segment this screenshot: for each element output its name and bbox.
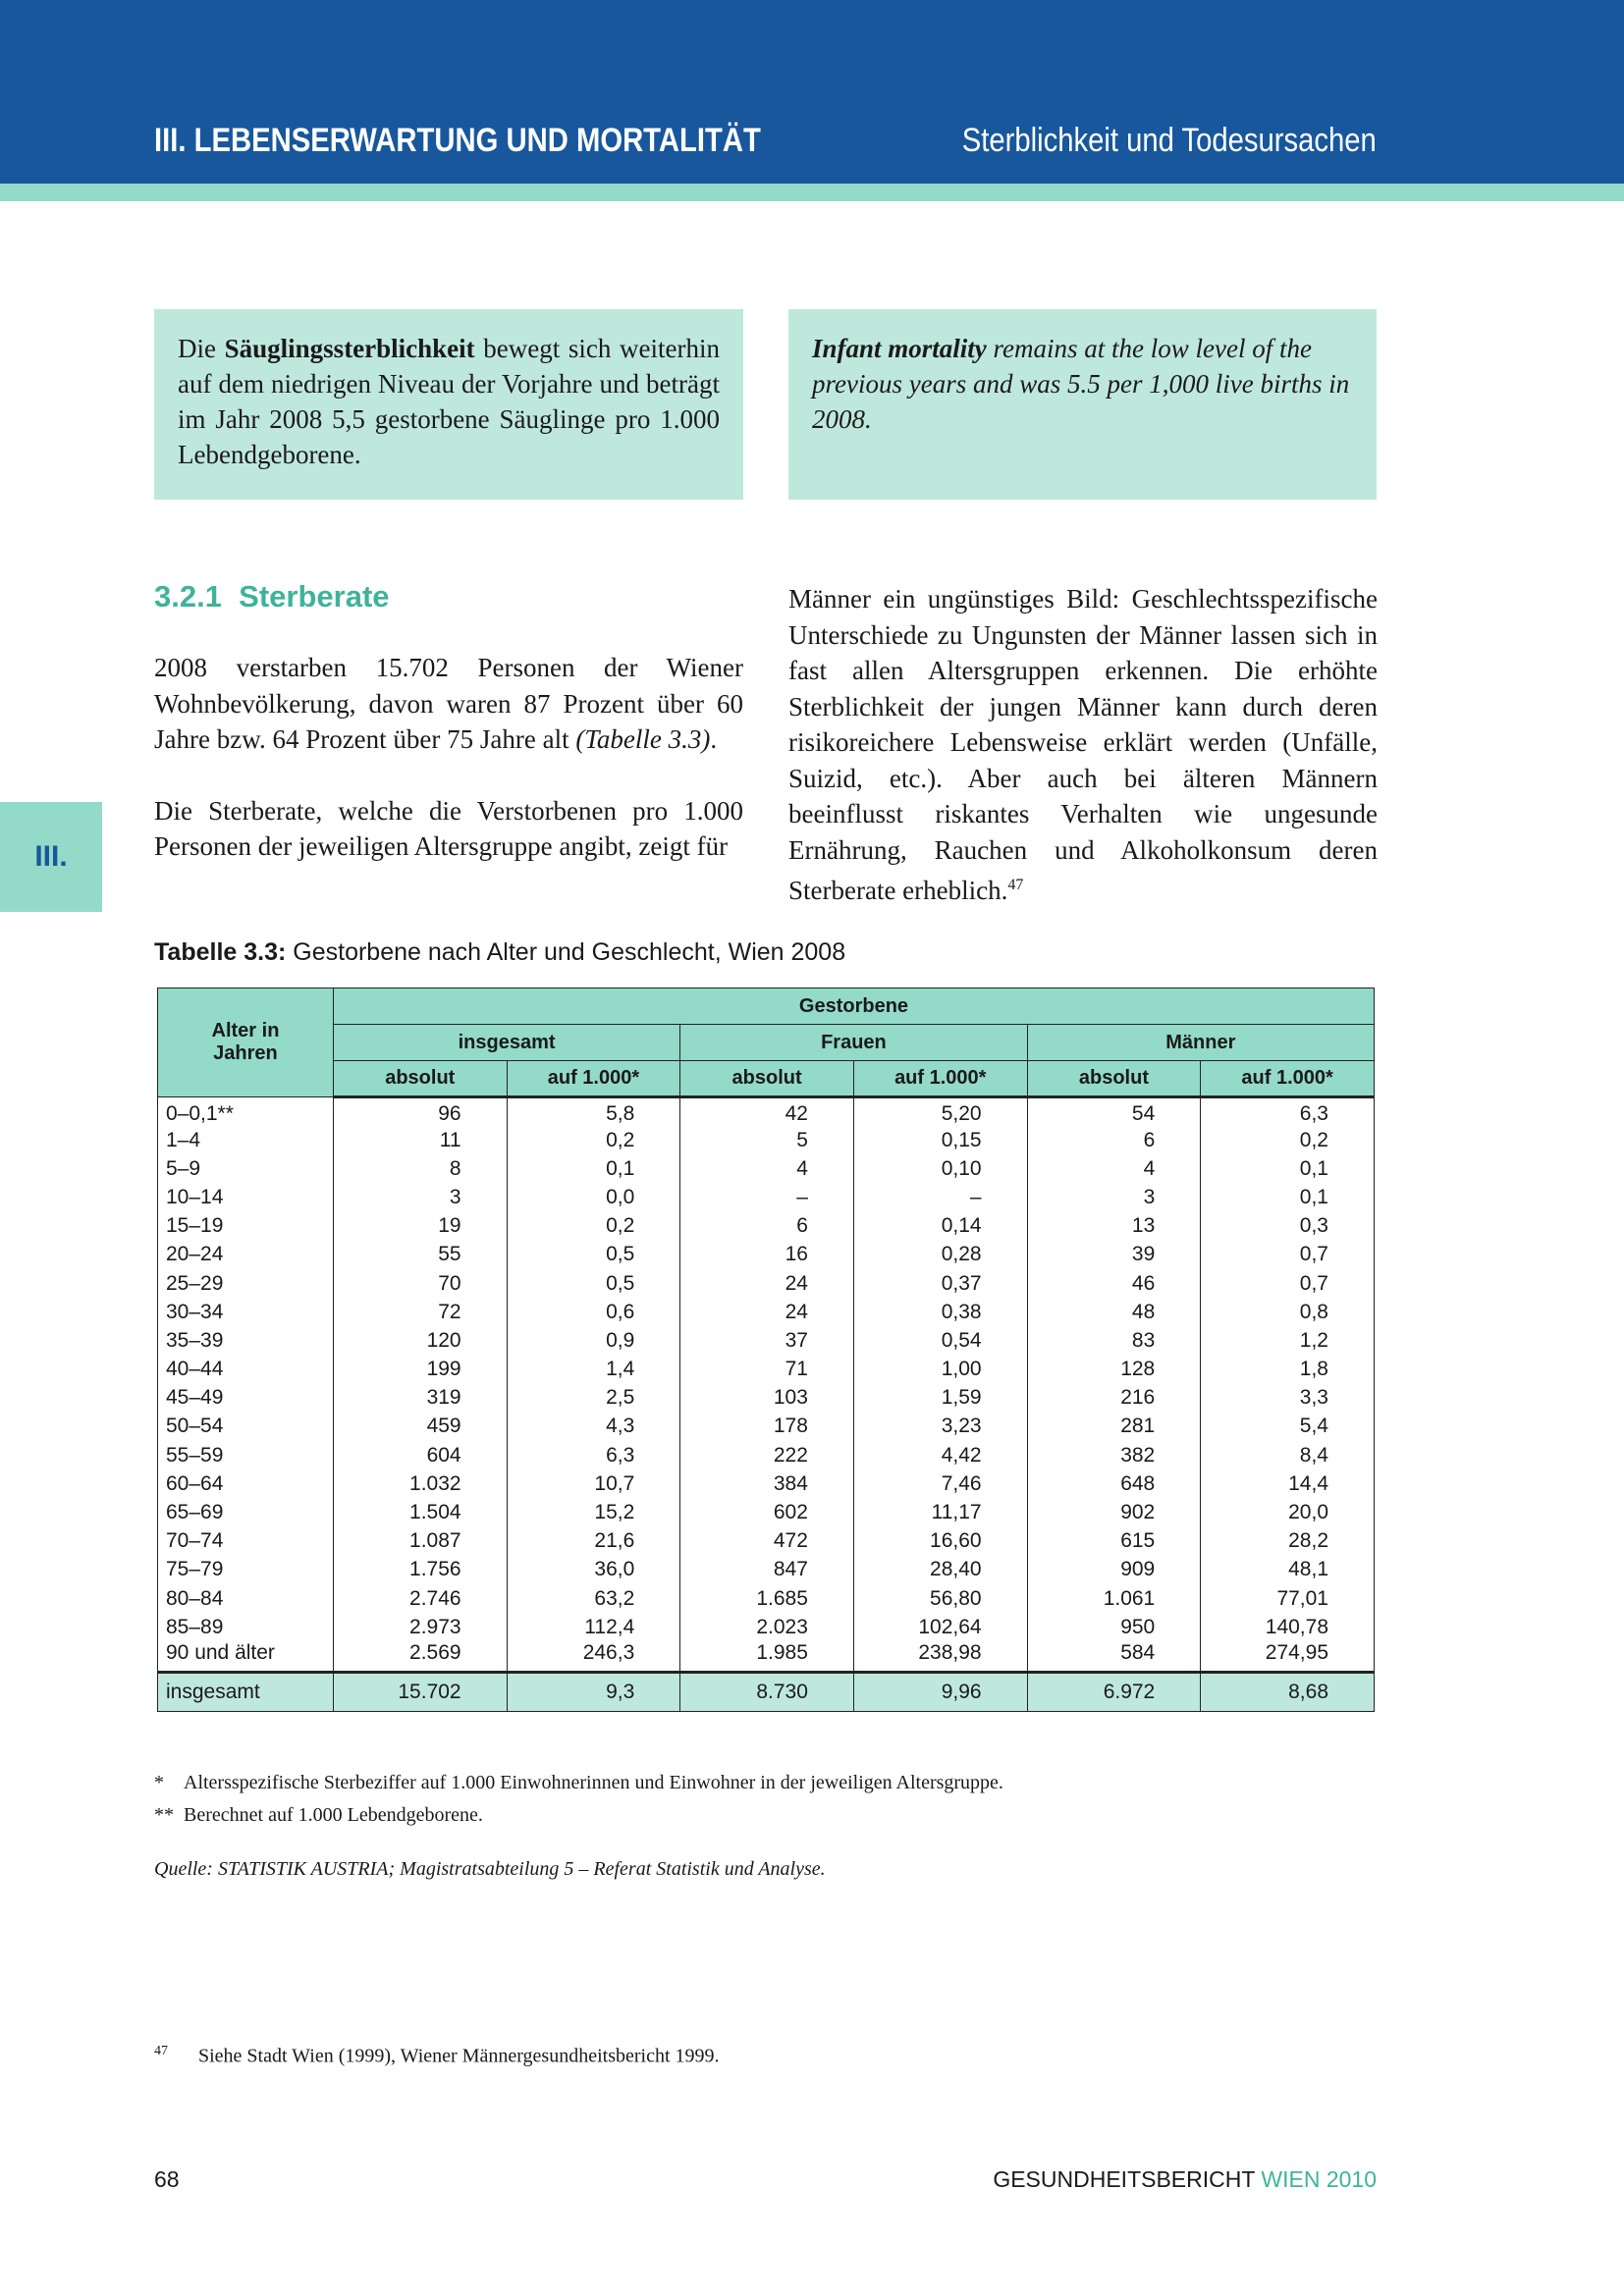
value-cell: 16,60	[853, 1527, 1027, 1556]
value-cell: 0,7	[1201, 1269, 1375, 1298]
publication-title	[993, 2166, 1377, 2193]
bold-term: Säuglingssterblichkeit	[224, 334, 475, 363]
value-cell: 384	[680, 1469, 854, 1498]
value-cell: 13	[1027, 1212, 1201, 1241]
value-cell: 1,00	[853, 1356, 1027, 1384]
value-cell: 2.973	[333, 1613, 507, 1641]
table-row	[158, 1584, 1375, 1613]
page-footnote	[154, 2044, 720, 2068]
title-accent: WIEN 2010	[1261, 2166, 1377, 2192]
table-row	[158, 1413, 1375, 1441]
value-cell: 54	[1027, 1097, 1201, 1127]
group-header: Gestorbene	[333, 988, 1374, 1025]
total-label: insgesamt	[158, 1673, 334, 1712]
value-cell: 1,59	[853, 1384, 1027, 1413]
table-row	[158, 1269, 1375, 1298]
value-cell: 1.685	[680, 1584, 854, 1613]
value-cell: 216	[1027, 1384, 1201, 1413]
group-header-1: Frauen	[680, 1025, 1027, 1061]
table-row	[158, 1641, 1375, 1673]
total-row	[158, 1673, 1375, 1712]
value-cell: 72	[333, 1298, 507, 1326]
value-cell: 4,3	[507, 1413, 680, 1441]
age-cell: 15–19	[158, 1212, 334, 1241]
value-cell: 19	[333, 1212, 507, 1241]
age-cell: 5–9	[158, 1154, 334, 1183]
value-cell: 77,01	[1201, 1584, 1375, 1613]
group-header-0: insgesamt	[333, 1025, 679, 1061]
age-cell: 80–84	[158, 1584, 334, 1613]
body-column-right	[788, 581, 1378, 909]
footnote	[154, 1804, 483, 1827]
chapter-side-tab: III.	[0, 802, 102, 912]
footnote-text: Berechnet auf 1.000 Lebendgeborene.	[184, 1804, 483, 1826]
age-cell: 85–89	[158, 1613, 334, 1641]
table-row	[158, 1384, 1375, 1413]
value-cell: 128	[1027, 1356, 1201, 1384]
value-cell: 102,64	[853, 1613, 1027, 1641]
value-cell: 4	[1027, 1154, 1201, 1183]
total-cell: 15.702	[333, 1673, 507, 1712]
value-cell: 0,2	[1201, 1126, 1375, 1154]
value-cell: 0,10	[853, 1154, 1027, 1183]
value-cell: 950	[1027, 1613, 1201, 1641]
footnote-number: 47	[154, 2044, 168, 2058]
value-cell: 11	[333, 1126, 507, 1154]
value-cell: 648	[1027, 1469, 1201, 1498]
value-cell: 46	[1027, 1269, 1201, 1298]
value-cell: 4	[680, 1154, 854, 1183]
value-cell: 274,95	[1201, 1641, 1375, 1673]
value-cell: 0,38	[853, 1298, 1027, 1326]
column-header: absolut	[333, 1061, 507, 1097]
column-header: absolut	[1027, 1061, 1201, 1097]
table-caption	[154, 938, 845, 967]
text: bewegt sich weiterhin auf dem niedrigen Niveau der Vorjahre und beträgt im Jahr 2008 5,5 gestorbene Säuglinge pro 1.000 Lebendgeborene.	[178, 334, 720, 469]
paragraph	[154, 650, 743, 758]
table-row	[158, 1298, 1375, 1326]
value-cell: 281	[1027, 1413, 1201, 1441]
age-cell: 60–64	[158, 1469, 334, 1498]
value-cell: 2.569	[333, 1641, 507, 1673]
page-number: 68	[154, 2166, 180, 2192]
value-cell: 42	[680, 1097, 854, 1127]
age-cell: 40–44	[158, 1356, 334, 1384]
column-header: auf 1.000*	[507, 1061, 680, 1097]
value-cell: 0,6	[507, 1298, 680, 1326]
text: remains at the low level of the previous years and was 5.5 per 1,000 live births in 2008.	[812, 334, 1350, 434]
value-cell: 16	[680, 1241, 854, 1269]
value-cell: 10,7	[507, 1469, 680, 1498]
value-cell: 0,1	[1201, 1183, 1375, 1211]
column-header: auf 1.000*	[853, 1061, 1027, 1097]
value-cell: 55	[333, 1241, 507, 1269]
value-cell: 96	[333, 1097, 507, 1127]
value-cell: 83	[1027, 1326, 1201, 1355]
value-cell: 15,2	[507, 1498, 680, 1526]
table-row	[158, 1154, 1375, 1183]
table-row	[158, 1527, 1375, 1556]
value-cell: 0,8	[1201, 1298, 1375, 1326]
value-cell: 0,5	[507, 1241, 680, 1269]
value-cell: 14,4	[1201, 1469, 1375, 1498]
value-cell: 103	[680, 1384, 854, 1413]
value-cell: 246,3	[507, 1641, 680, 1673]
value-cell: 0,1	[1201, 1154, 1375, 1183]
paragraph: Männer ein ungünstiges Bild: Geschlechtsspezifische Unterschiede zu Ungunsten der Männer lassen sich in fast allen Altersgruppen erkennen. Die erhöhte Sterblichkeit der jungen Männer kann durch deren risikoreichere Lebensweise erklärt werden (Unfälle, Suizid, etc.). Aber auch bei älteren Männern beeinflusst riskantes Verhalten wie ungesunde Ernährung, Rauchen und Alkoholkonsum deren Sterberate erheblich.	[788, 584, 1378, 905]
text: .	[710, 724, 718, 754]
value-cell: 615	[1027, 1527, 1201, 1556]
value-cell: 902	[1027, 1498, 1201, 1526]
value-cell: 70	[333, 1269, 507, 1298]
value-cell: 199	[333, 1356, 507, 1384]
source-note: Quelle: STATISTIK AUSTRIA; Magistratsabteilung 5 – Referat Statistik und Analyse.	[154, 1858, 826, 1880]
section-title: Sterblichkeit und Todesursachen	[961, 122, 1377, 159]
bold-term: Infant mortality	[812, 334, 987, 363]
footnote-text: Siehe Stadt Wien (1999), Wiener Männergesundheitsbericht 1999.	[198, 2045, 720, 2067]
value-cell: 1.756	[333, 1556, 507, 1584]
total-cell: 9,3	[507, 1673, 680, 1712]
value-cell: 112,4	[507, 1613, 680, 1641]
value-cell: –	[853, 1183, 1027, 1211]
age-cell: 65–69	[158, 1498, 334, 1526]
value-cell: 120	[333, 1326, 507, 1355]
value-cell: 63,2	[507, 1584, 680, 1613]
value-cell: 48,1	[1201, 1556, 1375, 1584]
value-cell: 0,28	[853, 1241, 1027, 1269]
value-cell: 0,37	[853, 1269, 1027, 1298]
age-cell: 75–79	[158, 1556, 334, 1584]
table-row	[158, 1441, 1375, 1469]
value-cell: 56,80	[853, 1584, 1027, 1613]
value-cell: 0,7	[1201, 1241, 1375, 1269]
value-cell: 238,98	[853, 1641, 1027, 1673]
value-cell: 5,4	[1201, 1413, 1375, 1441]
value-cell: 3	[1027, 1183, 1201, 1211]
title: GESUNDHEITSBERICHT	[993, 2166, 1262, 2192]
value-cell: 140,78	[1201, 1613, 1375, 1641]
age-cell: 50–54	[158, 1413, 334, 1441]
value-cell: 1,8	[1201, 1356, 1375, 1384]
value-cell: 3,23	[853, 1413, 1027, 1441]
value-cell: 5	[680, 1126, 854, 1154]
value-cell: 0,15	[853, 1126, 1027, 1154]
value-cell: 0,2	[507, 1126, 680, 1154]
caption-label: Tabelle 3.3:	[154, 938, 287, 966]
header-stripe	[0, 184, 1624, 201]
age-cell: 25–29	[158, 1269, 334, 1298]
table-row	[158, 1613, 1375, 1641]
value-cell: 0,1	[507, 1154, 680, 1183]
value-cell: 0,9	[507, 1326, 680, 1355]
age-cell: 10–14	[158, 1183, 334, 1211]
total-cell: 8,68	[1201, 1673, 1375, 1712]
column-header: auf 1.000*	[1201, 1061, 1375, 1097]
value-cell: 5,20	[853, 1097, 1027, 1127]
value-cell: 5,8	[507, 1097, 680, 1127]
text: Die	[178, 334, 225, 363]
value-cell: 0,14	[853, 1212, 1027, 1241]
footnote-mark: **	[154, 1804, 174, 1826]
footnote	[154, 1772, 1003, 1794]
chapter-title: III. LEBENSERWARTUNG UND MORTALITÄT	[154, 122, 761, 159]
table-row	[158, 1556, 1375, 1584]
value-cell: 1.985	[680, 1641, 854, 1673]
value-cell: 459	[333, 1413, 507, 1441]
value-cell: 2,5	[507, 1384, 680, 1413]
value-cell: 28,40	[853, 1556, 1027, 1584]
table-row	[158, 1469, 1375, 1498]
value-cell: 472	[680, 1527, 854, 1556]
value-cell: 0,2	[507, 1212, 680, 1241]
group-header-2: Männer	[1027, 1025, 1374, 1061]
footnote-ref[interactable]: 47	[1007, 877, 1024, 893]
value-cell: 3,3	[1201, 1384, 1375, 1413]
value-cell: 71	[680, 1356, 854, 1384]
value-cell: 7,46	[853, 1469, 1027, 1498]
value-cell: 11,17	[853, 1498, 1027, 1526]
table-row	[158, 1356, 1375, 1384]
value-cell: 1.087	[333, 1527, 507, 1556]
value-cell: 1,4	[507, 1356, 680, 1384]
age-cell: 45–49	[158, 1384, 334, 1413]
value-cell: –	[680, 1183, 854, 1211]
age-cell: 30–34	[158, 1298, 334, 1326]
value-cell: 6	[1027, 1126, 1201, 1154]
value-cell: 4,42	[853, 1441, 1027, 1469]
value-cell: 3	[333, 1183, 507, 1211]
value-cell: 21,6	[507, 1527, 680, 1556]
value-cell: 604	[333, 1441, 507, 1469]
value-cell: 6,3	[507, 1441, 680, 1469]
footnote-mark: *	[154, 1772, 164, 1793]
age-cell: 70–74	[158, 1527, 334, 1556]
table-reference[interactable]: (Tabelle 3.3)	[575, 724, 711, 754]
value-cell: 0,5	[507, 1269, 680, 1298]
total-cell: 9,96	[853, 1673, 1027, 1712]
value-cell: 20,0	[1201, 1498, 1375, 1526]
footnote-text: Altersspezifische Sterbeziffer auf 1.000 Einwohnerinnen und Einwohner in der jeweiligen Altersgruppe.	[184, 1772, 1003, 1793]
value-cell: 1.061	[1027, 1584, 1201, 1613]
value-cell: 2.746	[333, 1584, 507, 1613]
value-cell: 602	[680, 1498, 854, 1526]
value-cell: 909	[1027, 1556, 1201, 1584]
value-cell: 222	[680, 1441, 854, 1469]
value-cell: 584	[1027, 1641, 1201, 1673]
summary-box-de	[154, 309, 743, 500]
table-row	[158, 1212, 1375, 1241]
value-cell: 2.023	[680, 1613, 854, 1641]
body-column-left	[154, 650, 743, 865]
value-cell: 8,4	[1201, 1441, 1375, 1469]
value-cell: 36,0	[507, 1556, 680, 1584]
age-header: Alter in Jahren	[158, 988, 334, 1097]
age-cell: 20–24	[158, 1241, 334, 1269]
age-cell: 35–39	[158, 1326, 334, 1355]
caption-text: Gestorbene nach Alter und Geschlecht, Wien 2008	[286, 938, 846, 966]
table-row	[158, 1326, 1375, 1355]
value-cell: 1,2	[1201, 1326, 1375, 1355]
value-cell: 24	[680, 1269, 854, 1298]
value-cell: 6	[680, 1212, 854, 1241]
section-heading: 3.2.1 Sterberate	[154, 579, 390, 614]
value-cell: 6,3	[1201, 1097, 1375, 1127]
value-cell: 24	[680, 1298, 854, 1326]
text: 2008 verstarben 15.702 Personen der Wiener Wohnbevölkerung, davon waren 87 Prozent über 60 Jahre bzw. 64 Prozent über 75 Jahre alt	[154, 653, 743, 754]
value-cell: 0,0	[507, 1183, 680, 1211]
paragraph: Die Sterberate, welche die Verstorbenen pro 1.000 Personen der jeweiligen Altersgruppe angibt, zeigt für	[154, 795, 743, 861]
value-cell: 28,2	[1201, 1527, 1375, 1556]
value-cell: 847	[680, 1556, 854, 1584]
column-header: absolut	[680, 1061, 854, 1097]
value-cell: 1.032	[333, 1469, 507, 1498]
table-row	[158, 1498, 1375, 1526]
value-cell: 178	[680, 1413, 854, 1441]
total-cell: 6.972	[1027, 1673, 1201, 1712]
total-cell: 8.730	[680, 1673, 854, 1712]
value-cell: 382	[1027, 1441, 1201, 1469]
value-cell: 39	[1027, 1241, 1201, 1269]
value-cell: 0,54	[853, 1326, 1027, 1355]
age-cell: 90 und älter	[158, 1641, 334, 1673]
value-cell: 1.504	[333, 1498, 507, 1526]
mortality-table	[157, 988, 1375, 1712]
age-cell: 1–4	[158, 1126, 334, 1154]
value-cell: 0,3	[1201, 1212, 1375, 1241]
summary-box-en	[788, 309, 1377, 500]
table-row	[158, 1097, 1375, 1127]
age-cell: 0–0,1**	[158, 1097, 334, 1127]
table-row	[158, 1241, 1375, 1269]
value-cell: 319	[333, 1384, 507, 1413]
table-row	[158, 1183, 1375, 1211]
value-cell: 37	[680, 1326, 854, 1355]
table-row	[158, 1126, 1375, 1154]
value-cell: 48	[1027, 1298, 1201, 1326]
value-cell: 8	[333, 1154, 507, 1183]
age-cell: 55–59	[158, 1441, 334, 1469]
